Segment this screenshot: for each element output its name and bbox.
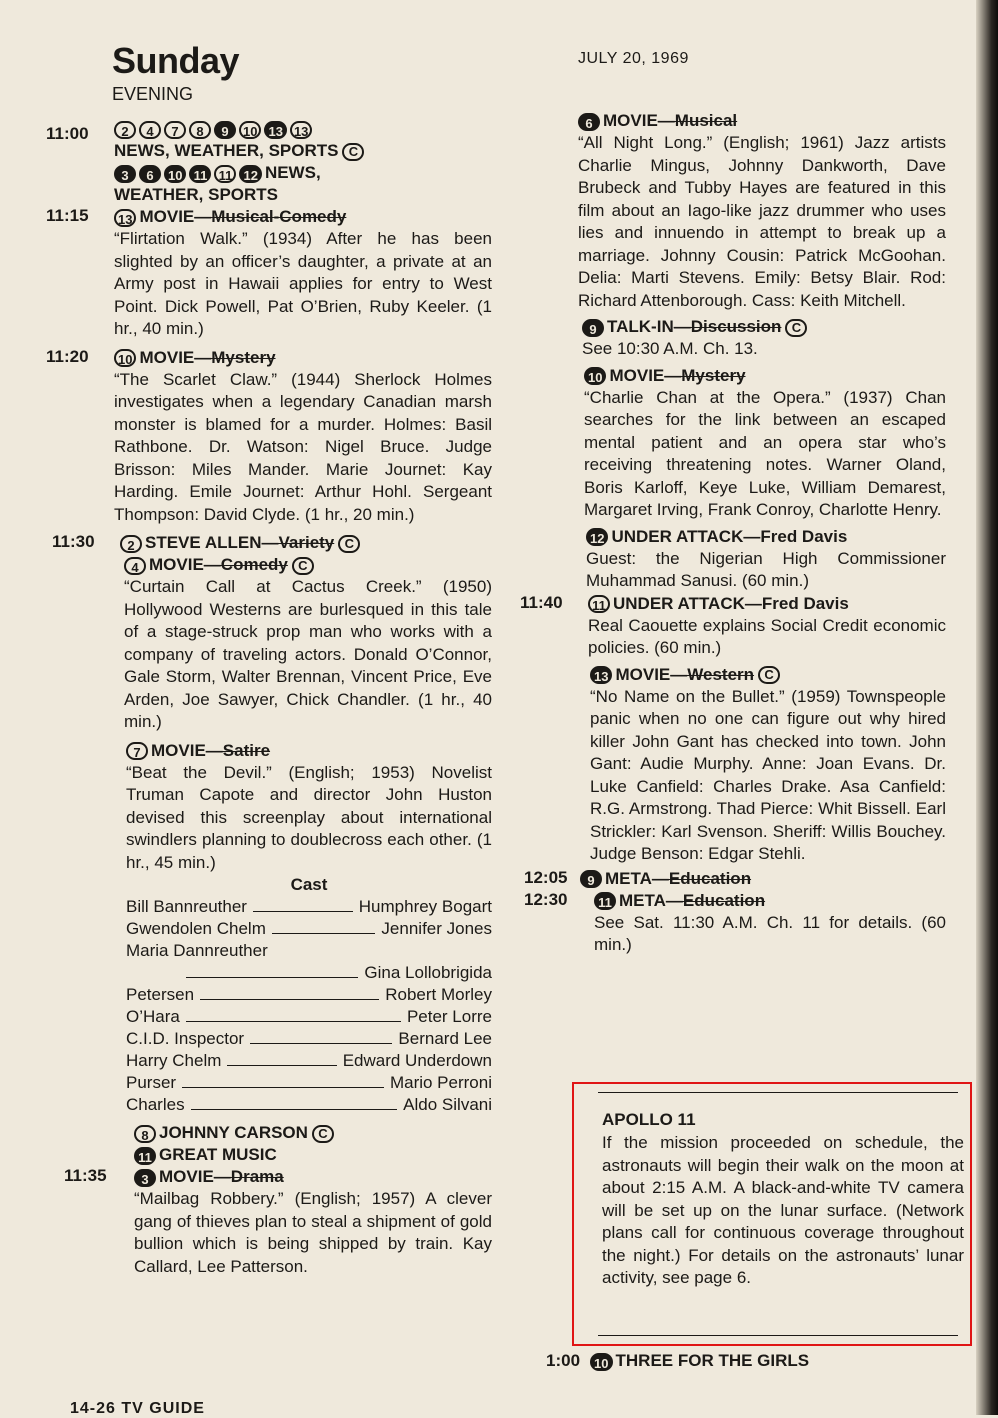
channel-11: 11 bbox=[594, 892, 616, 910]
time-1135: 11:35 bbox=[64, 1166, 107, 1185]
cast-row bbox=[126, 984, 492, 1006]
cast-role: Gwendolen Chelm bbox=[126, 919, 266, 938]
channel-13: 13 bbox=[590, 666, 612, 684]
listing-1205 bbox=[524, 867, 946, 890]
listing-title: MOVIE bbox=[139, 347, 195, 367]
channel-6: 6 bbox=[139, 165, 161, 183]
listing-1130-johnny-carson bbox=[134, 1122, 492, 1166]
listing-1130-beat-the-devil bbox=[126, 740, 492, 1117]
day-heading: Sunday bbox=[112, 40, 240, 81]
listing-title: NEWS, bbox=[264, 163, 321, 182]
listing-description: “No Name on the Bullet.” (1959) Townspeople panic when no one can figure out why hired killer John Gant has checked into town. John Gant: Audie Murphy. Anne: Joan Evans. Dr. Luke Canfield: Charles Drake. Asa Canfield: R.G. Armstrong. Thad Pierce: Whit Bissell. Earl Strickler: Karl Svenson. Sheriff: Willis Bouchey. Judge Benson: Edgar Stehli. bbox=[590, 686, 946, 863]
leader-line bbox=[186, 1006, 401, 1022]
listing-genre: —Mystery bbox=[194, 347, 276, 367]
channel-11: 11 bbox=[134, 1147, 156, 1165]
listing-1100 bbox=[114, 118, 492, 206]
cast-heading: Cast bbox=[290, 875, 328, 894]
listing-title: GREAT MUSIC bbox=[159, 1145, 277, 1164]
cast-role: Petersen bbox=[126, 985, 195, 1004]
listing-title: WEATHER, SPORTS bbox=[114, 185, 279, 204]
listing-genre: —Drama bbox=[213, 1167, 284, 1186]
channel-12: 12 bbox=[239, 165, 261, 183]
channel-11: 11 bbox=[189, 165, 211, 183]
page-spine-shadow bbox=[976, 0, 998, 1415]
listing-title: STEVE ALLEN bbox=[145, 533, 262, 552]
listing-title: UNDER ATTACK—Fred Davis bbox=[611, 526, 848, 546]
listing-1115 bbox=[46, 206, 492, 341]
listing-under-attack-12 bbox=[586, 526, 946, 593]
color-badge: C bbox=[338, 535, 360, 553]
listing-title: MOVIE bbox=[139, 207, 195, 226]
color-badge: C bbox=[758, 666, 780, 684]
cast-actor: Edward Underdown bbox=[342, 1051, 492, 1070]
listing-title: TALK-IN bbox=[607, 317, 674, 336]
cast-actor: Jennifer Jones bbox=[381, 919, 492, 938]
channel-3: 3 bbox=[134, 1169, 156, 1187]
right-column bbox=[520, 110, 946, 954]
apollo-11-notice bbox=[572, 1082, 972, 1346]
listing-talk-in bbox=[582, 316, 946, 361]
listing-genre: —Western bbox=[670, 664, 755, 684]
time-1115: 11:15 bbox=[46, 206, 89, 225]
color-badge: C bbox=[342, 143, 364, 161]
channel-10: 10 bbox=[584, 367, 606, 385]
cast-role: Purser bbox=[126, 1073, 177, 1092]
listing-1230 bbox=[524, 889, 946, 954]
channel-9: 9 bbox=[214, 121, 236, 139]
listing-description: Real Caouette explains Social Credit economic policies. (60 min.) bbox=[588, 615, 946, 657]
listing-description: “Curtain Call at Cactus Creek.” (1950) Hollywood Westerns are burlesqued in this tale of a stage-struck prop man who works with a company of traveling actors. Donald O’Connor, Gale Storm, Walter Brennan, Vincent Price, Eve Arden, Joe Sawyer, Chick Chandler. (1 hr., 40 min.) bbox=[124, 577, 492, 731]
leader-line bbox=[186, 962, 358, 978]
date-heading: JULY 20, 1969 bbox=[578, 50, 689, 67]
cast-row bbox=[126, 918, 492, 940]
cast-actor: Aldo Silvani bbox=[403, 1095, 492, 1114]
channel-13: 13 bbox=[114, 209, 136, 227]
listing-genre: —Education bbox=[651, 868, 752, 888]
channel-7: 7 bbox=[126, 742, 148, 760]
cast-role: O’Hara bbox=[126, 1007, 180, 1026]
cast-row bbox=[126, 1094, 492, 1116]
cast-row bbox=[126, 1006, 492, 1028]
cast-actor: Mario Perroni bbox=[389, 1073, 492, 1092]
listing-description: See Sat. 11:30 A.M. Ch. 11 for details. (60 min.) bbox=[594, 912, 946, 954]
listing-description: “Charlie Chan at the Opera.” (1937) Chan searches for the link between an escaped mental patient and an opera star who’s receiving threatening notes. Warner Oland, Boris Karloff, Keye Luke, William Demarest, Margaret Irving, Frank Conroy, Charlotte Henry. bbox=[584, 387, 946, 519]
listing-title: MOVIE bbox=[151, 740, 206, 760]
listing-title: MOVIE bbox=[149, 555, 204, 574]
cast-actor: Bernard Lee bbox=[398, 1029, 492, 1048]
listing-1130-steve-allen bbox=[52, 532, 492, 554]
channel-12: 12 bbox=[586, 528, 608, 546]
channel-9: 9 bbox=[580, 870, 602, 888]
listing-title: NEWS, WEATHER, SPORTS bbox=[114, 141, 339, 160]
leader-line bbox=[250, 1028, 392, 1044]
notice-body: If the mission proceeded on schedule, the astronauts will begin their walk on the moon at about 2:15 A.M. A black-and-white TV camera will be set up on the lunar surface. (Network plans call for continuous coverage throughout the night.) For details on the astronauts’ lunar activity, see page 6. bbox=[602, 1133, 964, 1287]
time-1130: 11:30 bbox=[52, 532, 95, 551]
listing-title: MOVIE bbox=[609, 365, 665, 385]
listing-100 bbox=[546, 1350, 946, 1372]
color-badge: C bbox=[312, 1125, 334, 1143]
channel-11-alt: 11 bbox=[214, 165, 236, 183]
time-1100: 11:00 bbox=[46, 124, 89, 143]
cast-actor: Peter Lorre bbox=[406, 1007, 492, 1026]
channel-7: 7 bbox=[164, 121, 186, 139]
channel-13-alt: 13 bbox=[290, 121, 312, 139]
channel-10: 10 bbox=[164, 165, 186, 183]
top-rule bbox=[598, 1092, 958, 1093]
notice-title: APOLLO 11 bbox=[602, 1110, 696, 1129]
cast-role: Harry Chelm bbox=[126, 1051, 222, 1070]
period-heading: EVENING bbox=[112, 84, 194, 104]
listing-description: “The Scarlet Claw.” (1944) Sherlock Holmes investigates when a legendary Canadian marsh monster is blamed for a murder. Holmes: Basil Rathbone. Dr. Watson: Nigel Bruce. Judge Brisson: Miles Mander. Marie Journet: Kay Harding. Emile Journet: Arthur Hohl. Sergeant Thompson: David Clyde. (1 hr., 20 min.) bbox=[114, 369, 492, 524]
leader-line bbox=[253, 896, 353, 912]
listing-genre: —Musical bbox=[657, 111, 738, 130]
channel-4: 4 bbox=[139, 121, 161, 139]
cast-row bbox=[126, 962, 492, 984]
cast-actor: Humphrey Bogart bbox=[358, 897, 492, 916]
listing-title: MOVIE bbox=[615, 664, 671, 684]
listing-title: UNDER ATTACK—Fred Davis bbox=[613, 593, 849, 613]
listing-description: See 10:30 A.M. Ch. 13. bbox=[582, 339, 758, 358]
listing-description: “Mailbag Robbery.” (English; 1957) A clever gang of thieves plan to steal a shipment of gold bullion which is being shipped by train. Kay Callard, Lee Patterson. bbox=[134, 1189, 492, 1276]
cast-row bbox=[126, 896, 492, 918]
channel-2: 2 bbox=[114, 121, 136, 139]
listing-description: “Flirtation Walk.” (1934) After he has been slighted by an officer’s daughter, a private at an Army post in Hawaii applies for entry to West Point. Dick Powell, Pat O’Brien, Ruby Keeler. (1 hr., 40 min.) bbox=[114, 229, 492, 338]
listing-genre: —Satire bbox=[205, 740, 271, 760]
cast-row bbox=[126, 1050, 492, 1072]
leader-line bbox=[227, 1050, 336, 1066]
channel-11: 11 bbox=[588, 595, 610, 613]
listing-title: JOHNNY CARSON bbox=[159, 1123, 308, 1142]
channel-6: 6 bbox=[578, 113, 600, 131]
listing-title: MOVIE bbox=[159, 1167, 214, 1186]
time-1230: 12:30 bbox=[524, 889, 568, 909]
leader-line bbox=[200, 984, 379, 1000]
listing-title: META bbox=[619, 890, 666, 910]
cast-row bbox=[126, 1028, 492, 1050]
listing-genre: —Variety bbox=[261, 533, 335, 552]
listing-all-night-long bbox=[578, 110, 946, 312]
listing-charlie-chan bbox=[584, 365, 946, 522]
channel-10: 10 bbox=[114, 349, 136, 367]
listing-description: “All Night Long.” (English; 1961) Jazz artists Charlie Mingus, Johnny Dankworth, Dave Brubeck and Tubby Hayes are featured in this film about an Iago-like jazz drummer who uses lies and innuendo in attempt to break up a marriage. Johnny Cousin: Patrick McGoohan. Delia: Marti Stevens. Emily: Betsy Blair. Rod: Richard Attenborough. Cass: Keith Mitchell. bbox=[578, 133, 946, 310]
channel-13: 13 bbox=[264, 121, 286, 139]
channel-8: 8 bbox=[134, 1125, 156, 1143]
channel-9: 9 bbox=[582, 319, 604, 337]
leader-line bbox=[191, 1094, 398, 1110]
page-footer: 14-26 TV GUIDE bbox=[70, 1400, 205, 1417]
time-100: 1:00 bbox=[546, 1351, 581, 1370]
channel-2: 2 bbox=[120, 535, 142, 553]
listing-genre: —Comedy bbox=[203, 555, 288, 574]
cast-role: Bill Bannreuther bbox=[126, 897, 247, 916]
listing-1120 bbox=[46, 346, 492, 527]
channel-4: 4 bbox=[124, 557, 146, 575]
channel-10: 10 bbox=[239, 121, 261, 139]
listing-1135 bbox=[64, 1166, 492, 1278]
left-column bbox=[46, 118, 492, 1278]
cast-actor: Robert Morley bbox=[385, 985, 492, 1004]
cast-row bbox=[126, 940, 492, 962]
listing-1130-curtain-call bbox=[124, 554, 492, 734]
channel-10: 10 bbox=[590, 1353, 612, 1371]
listing-title: META bbox=[605, 868, 652, 888]
cast-role: Charles bbox=[126, 1095, 185, 1114]
listing-genre: —Education bbox=[665, 890, 766, 910]
channel-3: 3 bbox=[114, 165, 136, 183]
listing-1140-no-name-on-the-bullet bbox=[590, 664, 946, 866]
listing-title: MOVIE bbox=[603, 111, 658, 130]
color-badge: C bbox=[785, 319, 807, 337]
time-1120: 11:20 bbox=[46, 346, 89, 366]
listing-genre: —Mystery bbox=[664, 365, 746, 385]
cast-list bbox=[126, 896, 492, 1116]
listing-genre: —Discussion bbox=[673, 317, 782, 336]
listing-1140-under-attack bbox=[520, 592, 946, 660]
listing-description: “Beat the Devil.” (English; 1953) Novelist Truman Capote and director John Huston devised this screenplay about international swindlers planning to doublecross each other. (1 hr., 45 min.) bbox=[126, 762, 492, 872]
listing-genre: —Musical-Comedy bbox=[194, 207, 347, 226]
time-1140: 11:40 bbox=[520, 592, 563, 612]
cast-actor: Gina Lollobrigida bbox=[364, 963, 492, 982]
cast-role: Maria Dannreuther bbox=[126, 941, 268, 960]
time-1205: 12:05 bbox=[524, 867, 568, 887]
cast-role: C.I.D. Inspector bbox=[126, 1029, 245, 1048]
leader-line bbox=[182, 1072, 384, 1088]
channel-8: 8 bbox=[189, 121, 211, 139]
color-badge: C bbox=[292, 557, 314, 575]
bottom-rule bbox=[598, 1335, 958, 1336]
cast-row bbox=[126, 1072, 492, 1094]
leader-line bbox=[272, 918, 376, 934]
listing-description: Guest: the Nigerian High Commissioner Muhammad Sanusi. (60 min.) bbox=[586, 548, 946, 590]
listing-title: THREE FOR THE GIRLS bbox=[615, 1351, 810, 1370]
